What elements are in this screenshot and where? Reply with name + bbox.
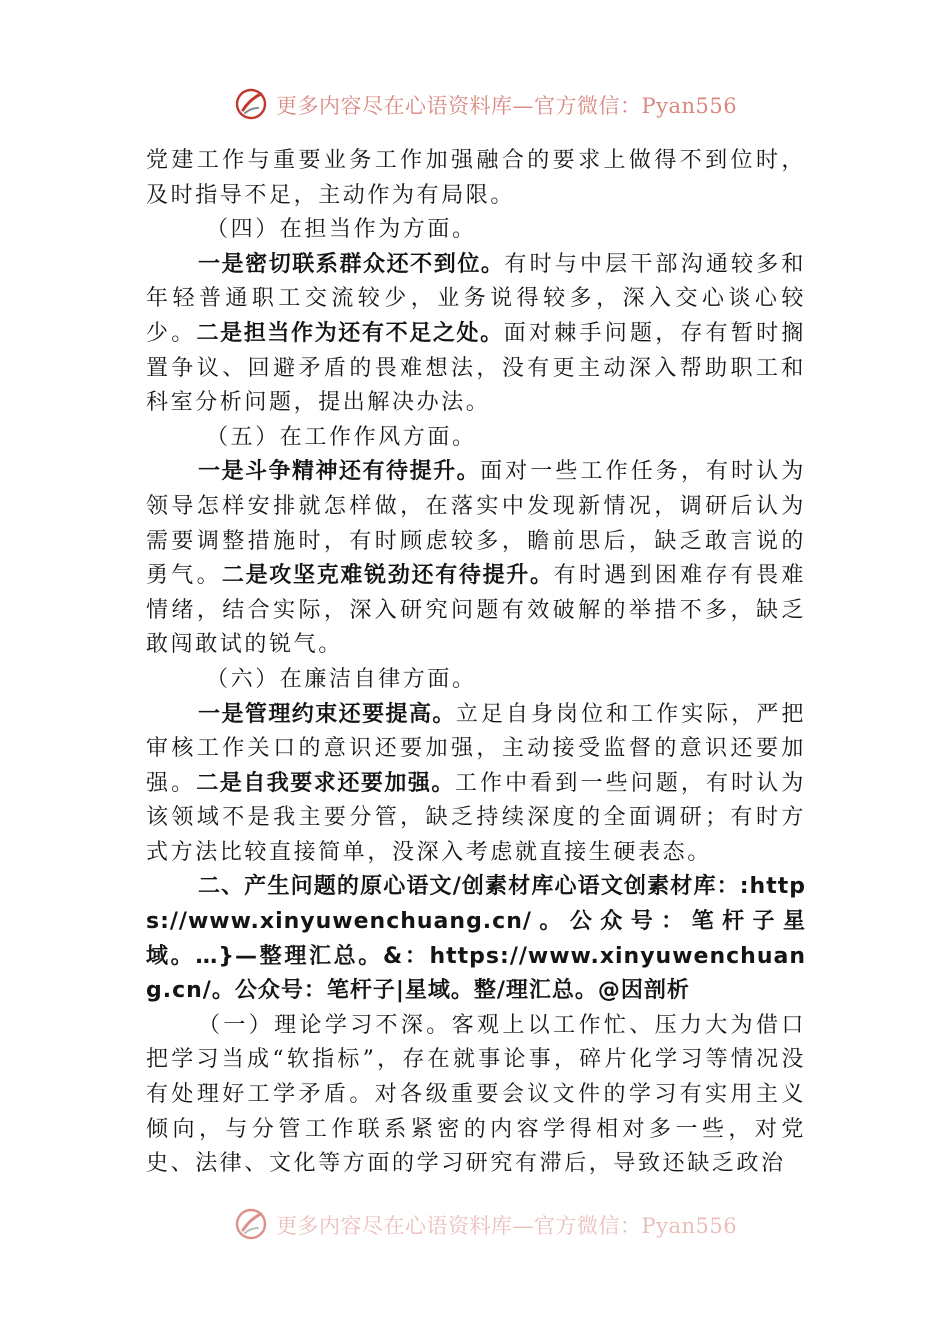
header-watermark <box>0 84 950 124</box>
section-two-heading-text: 二、产生问题的原心语文/创素材库心语文创素材库：:https://www.xinyuwenchuang.cn/。公众号：笔杆子星域。…}—整理汇总。&：https://www.xinyuwenchuang.cn/。公众号：笔杆子|星域。整/理汇总。@因剖析 <box>146 874 806 1004</box>
bold-lead: 一是管理约束还要提高。 <box>198 701 456 727</box>
paragraph <box>146 455 806 663</box>
paragraph: （一）理论学习不深。客观上以工作忙、压力大为借口把学习当成“软指标”，存在就事论事，碎片化学习等情况没有处理好工学矛盾。对各级重要会议文件的学习有实用主义倾向，与分管工作联系紧密的内容学得相对多一些，对党史、法律、文化等方面的学习研究有滞后，导致还缺乏政治 <box>146 1012 806 1177</box>
paragraph-text: 有时遇到困难存有畏难情绪，结合实际，深入研究问题有效破解的举措不多，缺乏敢闯敢试的锐气。 <box>146 563 806 658</box>
paragraph-text: 工作中看到一些问题，有时认为该领域不是我主要分管，缺乏持续深度的全面调研；有时方式方法比较直接简单，没深入考虑就直接生硬表态。 <box>146 770 806 865</box>
watermark-text: 更多内容尽在心语资料库—官方微信：Pyan556 <box>276 1214 738 1238</box>
calligraphy-brush-logo-icon <box>233 1206 269 1242</box>
paragraph-text: 有时与中层干部沟通较多和年轻普通职工交流较少，业务说得较多，深入交心谈心较少。 <box>146 251 806 346</box>
bold-lead: 一是密切联系群众还不到位。 <box>198 251 505 277</box>
section-heading-5: （五）在工作作风方面。 <box>206 424 477 450</box>
paragraph-text: 立足自身岗位和工作实际，严把审核工作关口的意识还要加强，主动接受监督的意识还要加强。 <box>146 701 806 796</box>
paragraph: 党建工作与重要业务工作加强融合的要求上做得不到位时，及时指导不足，主动作为有局限。 <box>146 148 806 208</box>
bold-lead: 二是攻坚克难锐劲还有待提升。 <box>221 563 554 589</box>
section-heading-6: （六）在廉洁自律方面。 <box>206 666 477 692</box>
footer-watermark <box>0 1204 950 1244</box>
calligraphy-brush-logo-icon <box>233 86 269 122</box>
section-two-heading <box>146 870 806 1008</box>
bold-lead: 二是担当作为还有不足之处。 <box>196 320 504 346</box>
paragraph-text: 面对棘手问题，存有暂时搁置争议、回避矛盾的畏难想法，没有更主动深入帮助职工和科室分析问题，提出解决办法。 <box>146 320 806 416</box>
document-body <box>146 144 806 1182</box>
paragraph <box>146 248 806 421</box>
watermark-text: 更多内容尽在心语资料库—官方微信：Pyan556 <box>276 94 738 118</box>
paragraph-text: 面对一些工作任务，有时认为领导怎样安排就怎样做，在落实中发现新情况，调研后认为需要调整措施时，有时顾虑较多，瞻前思后，缺乏敢言说的勇气。 <box>146 459 806 589</box>
bold-lead: 一是斗争精神还有待提升。 <box>198 459 481 485</box>
bold-lead: 二是自我要求还要加强。 <box>196 770 455 796</box>
section-heading-4: （四）在担当作为方面。 <box>206 217 477 243</box>
paragraph <box>146 698 806 871</box>
